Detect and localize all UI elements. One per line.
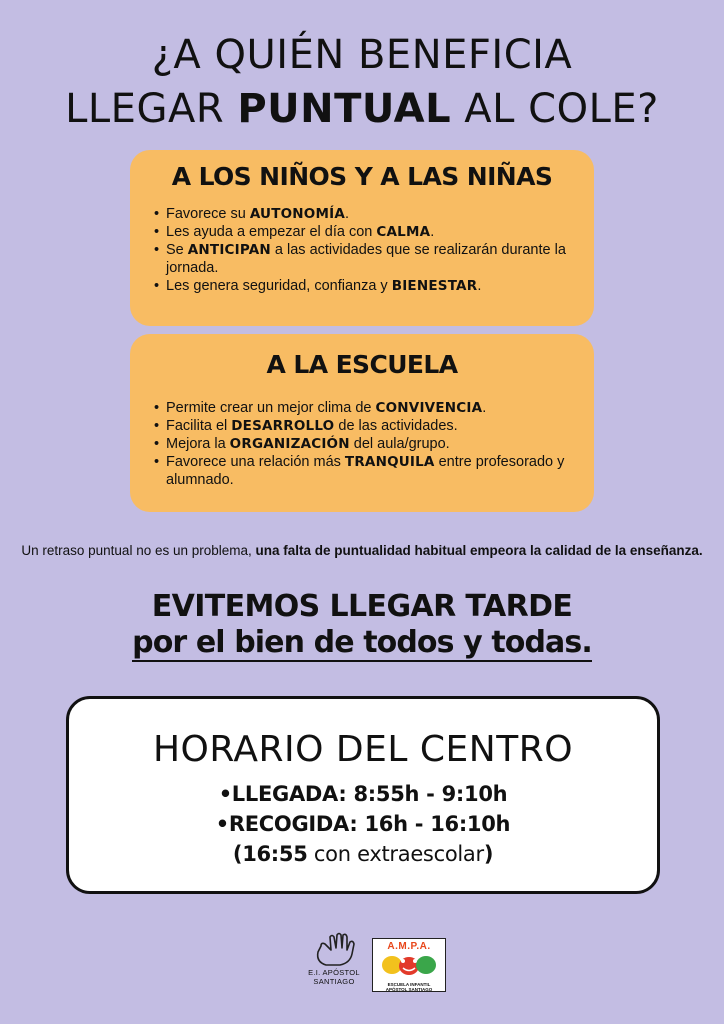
punctuality-note — [0, 542, 724, 560]
arrival-time: •LLEGADA: 8:55h - 9:10h — [218, 782, 508, 806]
title-line-2-pre: LLEGAR — [65, 86, 238, 132]
pickup-time: •RECOGIDA: 16h - 16:10h — [215, 812, 511, 836]
title-line-1: ¿A QUIÉN BENEFICIA — [151, 32, 573, 78]
item-text: Permite crear un mejor clima de — [166, 400, 376, 416]
hand-icon — [312, 932, 356, 968]
call-to-action — [0, 588, 724, 662]
paren-open: ( — [232, 842, 243, 866]
item-text: a las actividades que se realizarán durante la jornada. — [166, 242, 566, 276]
item-text: Favorece su — [166, 206, 250, 222]
item-keyword: TRANQUILA — [344, 454, 435, 470]
item-text: Mejora la — [166, 436, 230, 452]
kids-benefits-card — [130, 150, 594, 326]
kids-card-title: A LOS NIÑOS Y A LAS NIÑAS — [171, 162, 553, 191]
list-item — [154, 453, 594, 489]
item-text: entre profesorado y alumnado. — [166, 454, 565, 488]
ampa-school-line-1: ESCUELA INFANTIL — [387, 982, 431, 987]
extracurricular-label: con extraescolar — [307, 842, 484, 866]
title-line-2-post: AL COLE? — [451, 86, 659, 132]
colored-hands-icon — [378, 953, 440, 977]
list-item — [154, 435, 594, 453]
ampa-logo — [372, 938, 446, 992]
extracurricular-hour: 16:55 — [242, 842, 308, 866]
note-bold-text: una falta de puntualidad habitual empeora la calidad de la enseñanza. — [255, 543, 703, 558]
ampa-name: A.M.P.A. — [387, 941, 431, 952]
cta-line-1: EVITEMOS LLEGAR TARDE — [151, 589, 573, 624]
item-keyword: ANTICIPAN — [187, 242, 271, 258]
item-text: Se — [166, 242, 188, 258]
schedule-title: HORARIO DEL CENTRO — [152, 729, 574, 770]
item-text: . — [430, 224, 435, 240]
extracurricular-time — [69, 839, 657, 869]
item-keyword: AUTONOMÍA — [249, 206, 345, 222]
list-item — [154, 399, 594, 417]
ampa-school-line-2: APÓSTOL SANTIAGO — [385, 987, 433, 992]
schedule-box — [66, 696, 660, 894]
item-text: . — [482, 400, 487, 416]
item-text: Facilita el — [166, 418, 232, 434]
item-text: Les genera seguridad, confianza y — [166, 278, 392, 294]
school-benefits-list — [130, 399, 594, 489]
item-text: . — [477, 278, 482, 294]
item-keyword: DESARROLLO — [231, 418, 335, 434]
item-keyword: ORGANIZACIÓN — [229, 436, 350, 452]
item-text: de las actividades. — [334, 418, 458, 434]
item-text: del aula/grupo. — [349, 436, 450, 452]
list-item — [154, 417, 594, 435]
kids-benefits-list — [130, 205, 594, 295]
item-keyword: BIENESTAR — [391, 278, 478, 294]
list-item — [154, 277, 594, 295]
list-item — [154, 241, 594, 277]
school-logo — [306, 932, 362, 998]
item-keyword: CALMA — [376, 224, 431, 240]
item-text: Favorece una relación más — [166, 454, 345, 470]
school-name-line-1: E.I. APÓSTOL — [308, 968, 360, 977]
list-item — [154, 223, 594, 241]
item-text: . — [345, 206, 350, 222]
paren-close: ) — [483, 842, 494, 866]
note-text: Un retraso puntual no es un problema, — [21, 543, 256, 558]
item-keyword: CONVIVENCIA — [375, 400, 483, 416]
item-text: Les ayuda a empezar el día con — [166, 224, 377, 240]
list-item — [154, 205, 594, 223]
title-bold-word: PUNTUAL — [237, 86, 452, 132]
school-name-line-2: SANTIAGO — [313, 977, 355, 986]
main-title — [0, 28, 724, 136]
cta-line-2: por el bien de todos y todas. — [132, 625, 592, 660]
school-card-title: A LA ESCUELA — [266, 350, 458, 379]
school-benefits-card — [130, 334, 594, 512]
